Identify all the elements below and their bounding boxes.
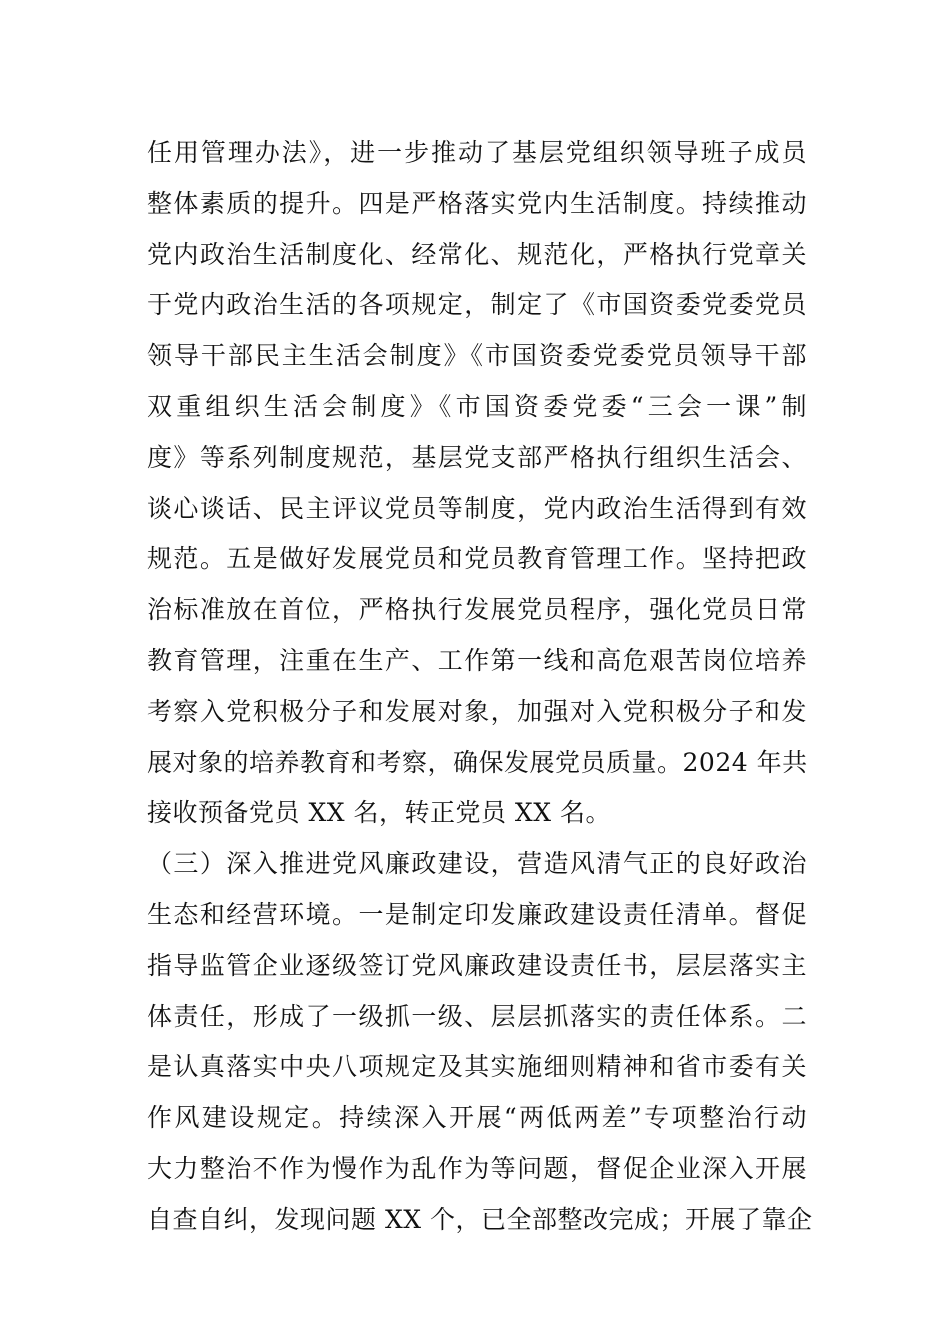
text-line-15: （三）深入推进党风廉政建设，营造风清气正的良好政治 bbox=[147, 849, 807, 879]
text-line-10: 治标准放在首位，严格执行发展党员程序，强化党员日常 bbox=[147, 595, 807, 625]
text-line-13: 展对象的培养教育和考察，确保发展党员质量。2024 年共 bbox=[147, 747, 808, 777]
text-line-16: 生态和经营环境。一是制定印发廉政建设责任清单。督促 bbox=[147, 899, 807, 929]
text-line-19: 是认真落实中央八项规定及其实施细则精神和省市委有关 bbox=[147, 1052, 807, 1082]
text-line-12: 考察入党积极分子和发展对象，加强对入党积极分子和发 bbox=[147, 696, 807, 726]
text-line-18: 体责任，形成了一级抓一级、层层抓落实的责任体系。二 bbox=[147, 1001, 807, 1031]
text-line-6: 双重组织生活会制度》《市国资委党委“三会一课”制 bbox=[147, 391, 807, 421]
text-line-8: 谈心谈话、民主评议党员等制度，党内政治生活得到有效 bbox=[147, 493, 807, 523]
text-line-1: 任用管理办法》，进一步推动了基层党组织领导班子成员 bbox=[147, 138, 807, 167]
text-line-11: 教育管理，注重在生产、工作第一线和高危艰苦岗位培养 bbox=[147, 645, 807, 675]
text-line-9: 规范。五是做好发展党员和党员教育管理工作。坚持把政 bbox=[147, 544, 807, 574]
text-line-22: 自查自纠，发现问题 XX 个，已全部整改完成；开展了靠企 bbox=[147, 1204, 813, 1234]
text-line-20: 作风建设规定。持续深入开展“两低两差”专项整治行动 bbox=[147, 1103, 807, 1133]
text-line-5: 领导干部民主生活会制度》《市国资委党委党员领导干部 bbox=[147, 341, 807, 371]
text-line-17: 指导监管企业逐级签订党风廉政建设责任书，层层落实主 bbox=[147, 950, 807, 980]
text-line-3: 党内政治生活制度化、经常化、规范化，严格执行党章关 bbox=[147, 239, 807, 269]
text-line-7: 度》等系列制度规范，基层党支部严格执行组织生活会、 bbox=[147, 442, 807, 472]
text-line-2: 整体素质的提升。四是严格落实党内生活制度。持续推动 bbox=[147, 188, 807, 218]
body-text bbox=[147, 128, 813, 1246]
text-line-4: 于党内政治生活的各项规定，制定了《市国资委党委党员 bbox=[147, 290, 807, 320]
text-line-21: 大力整治不作为慢作为乱作为等问题，督促企业深入开展 bbox=[147, 1153, 807, 1183]
text-line-14: 接收预备党员 XX 名，转正党员 XX 名。 bbox=[147, 798, 611, 828]
